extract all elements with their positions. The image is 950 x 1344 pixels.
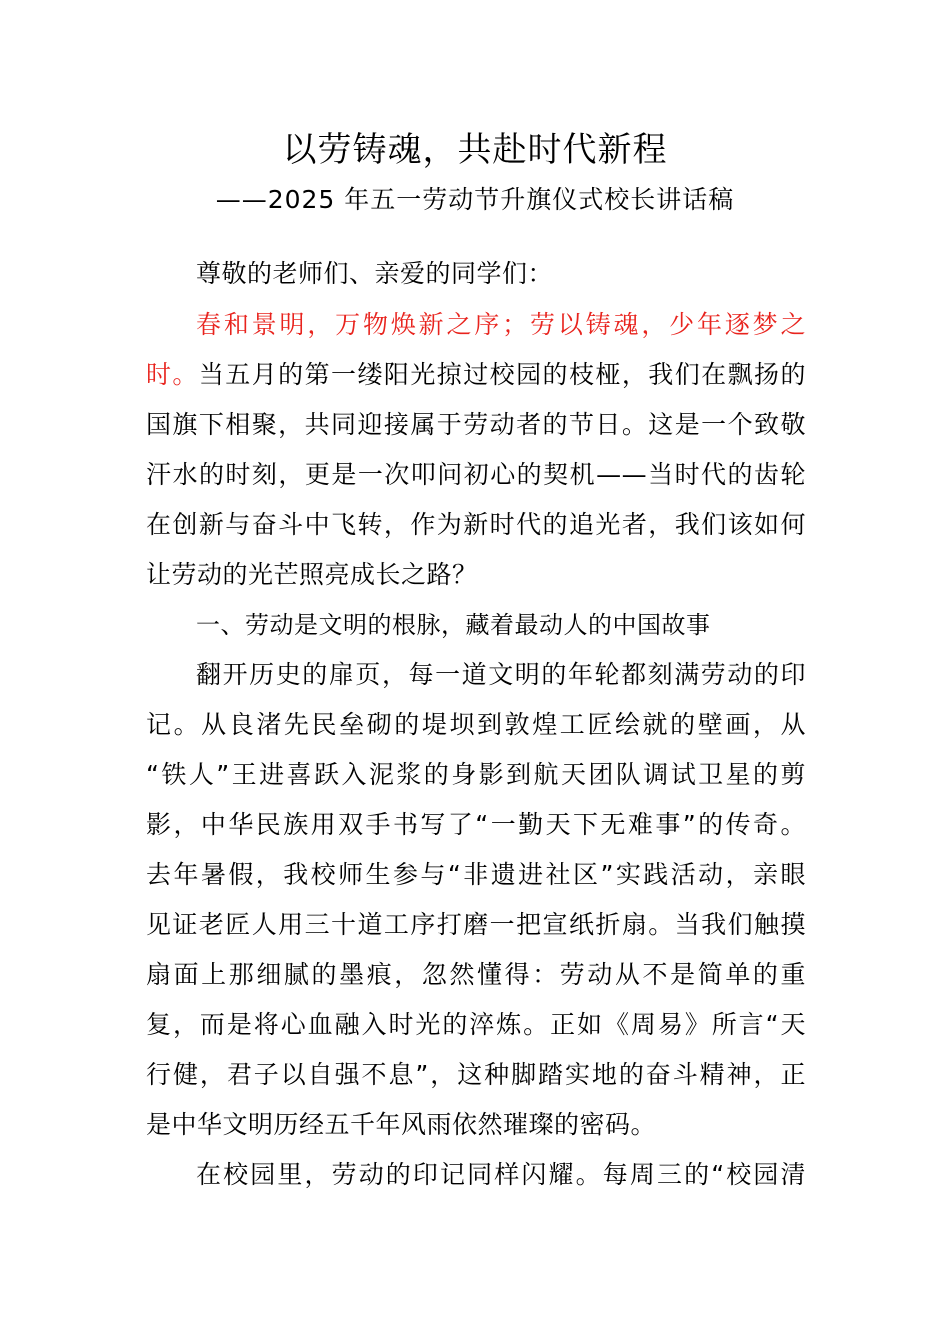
document-title: 以劳铸魂，共赴时代新程 — [282, 130, 668, 170]
intro-line-5: 在创新与奋斗中飞转，作为新时代的追光者，我们该如何 — [146, 510, 806, 539]
para1-line-10: 是中华文明历经五千年风雨依然璀璨的密码。 — [146, 1110, 657, 1139]
para1-line-9: 行健，君子以自强不息”，这种脚踏实地的奋斗精神，正 — [146, 1060, 806, 1089]
para1-line-2: 记。从良渚先民垒砌的堤坝到敦煌工匠绘就的壁画，从 — [146, 710, 806, 739]
intro-line-2-highlight: 时。 — [146, 360, 199, 389]
intro-line-3: 国旗下相聚，共同迎接属于劳动者的节日。这是一个致敬 — [146, 410, 806, 439]
section-1-heading: 一、劳动是文明的根脉，藏着最动人的中国故事 — [196, 611, 711, 639]
para2-line-1: 在校园里，劳动的印记同样闪耀。每周三的“校园清 — [196, 1160, 806, 1189]
para1-line-7: 扇面上那细腻的墨痕，忽然懂得：劳动从不是简单的重 — [146, 960, 806, 989]
para1-line-4: 影，中华民族用双手书写了“一勤天下无难事”的传奇。 — [146, 810, 806, 839]
intro-line-2-text: 当五月的第一缕阳光掠过校园的枝桠，我们在飘扬的 — [198, 360, 806, 389]
para1-line-8: 复，而是将心血融入时光的淬炼。正如《周易》所言“天 — [146, 1010, 806, 1039]
para1-line-1: 翻开历史的扉页，每一道文明的年轮都刻满劳动的印 — [196, 660, 806, 689]
intro-line-6: 让劳动的光芒照亮成长之路？ — [146, 560, 478, 589]
para1-line-3: “铁人”王进喜跃入泥浆的身影到航天团队调试卫星的剪 — [146, 760, 806, 789]
para1-line-6: 见证老匠人用三十道工序打磨一把宣纸折扇。当我们触摸 — [146, 910, 806, 939]
intro-line-2 — [146, 356, 806, 394]
para1-line-5: 去年暑假，我校师生参与“非遗进社区”实践活动，亲眼 — [146, 860, 806, 889]
document-subtitle: ——2025 年五一劳动节升旗仪式校长讲话稿 — [215, 185, 735, 214]
intro-line-1: 春和景明，万物焕新之序；劳以铸魂，少年逐梦之 — [196, 310, 806, 339]
salutation: 尊敬的老师们、亲爱的同学们： — [196, 259, 554, 288]
intro-line-4: 汗水的时刻，更是一次叩问初心的契机——当时代的齿轮 — [146, 460, 806, 489]
